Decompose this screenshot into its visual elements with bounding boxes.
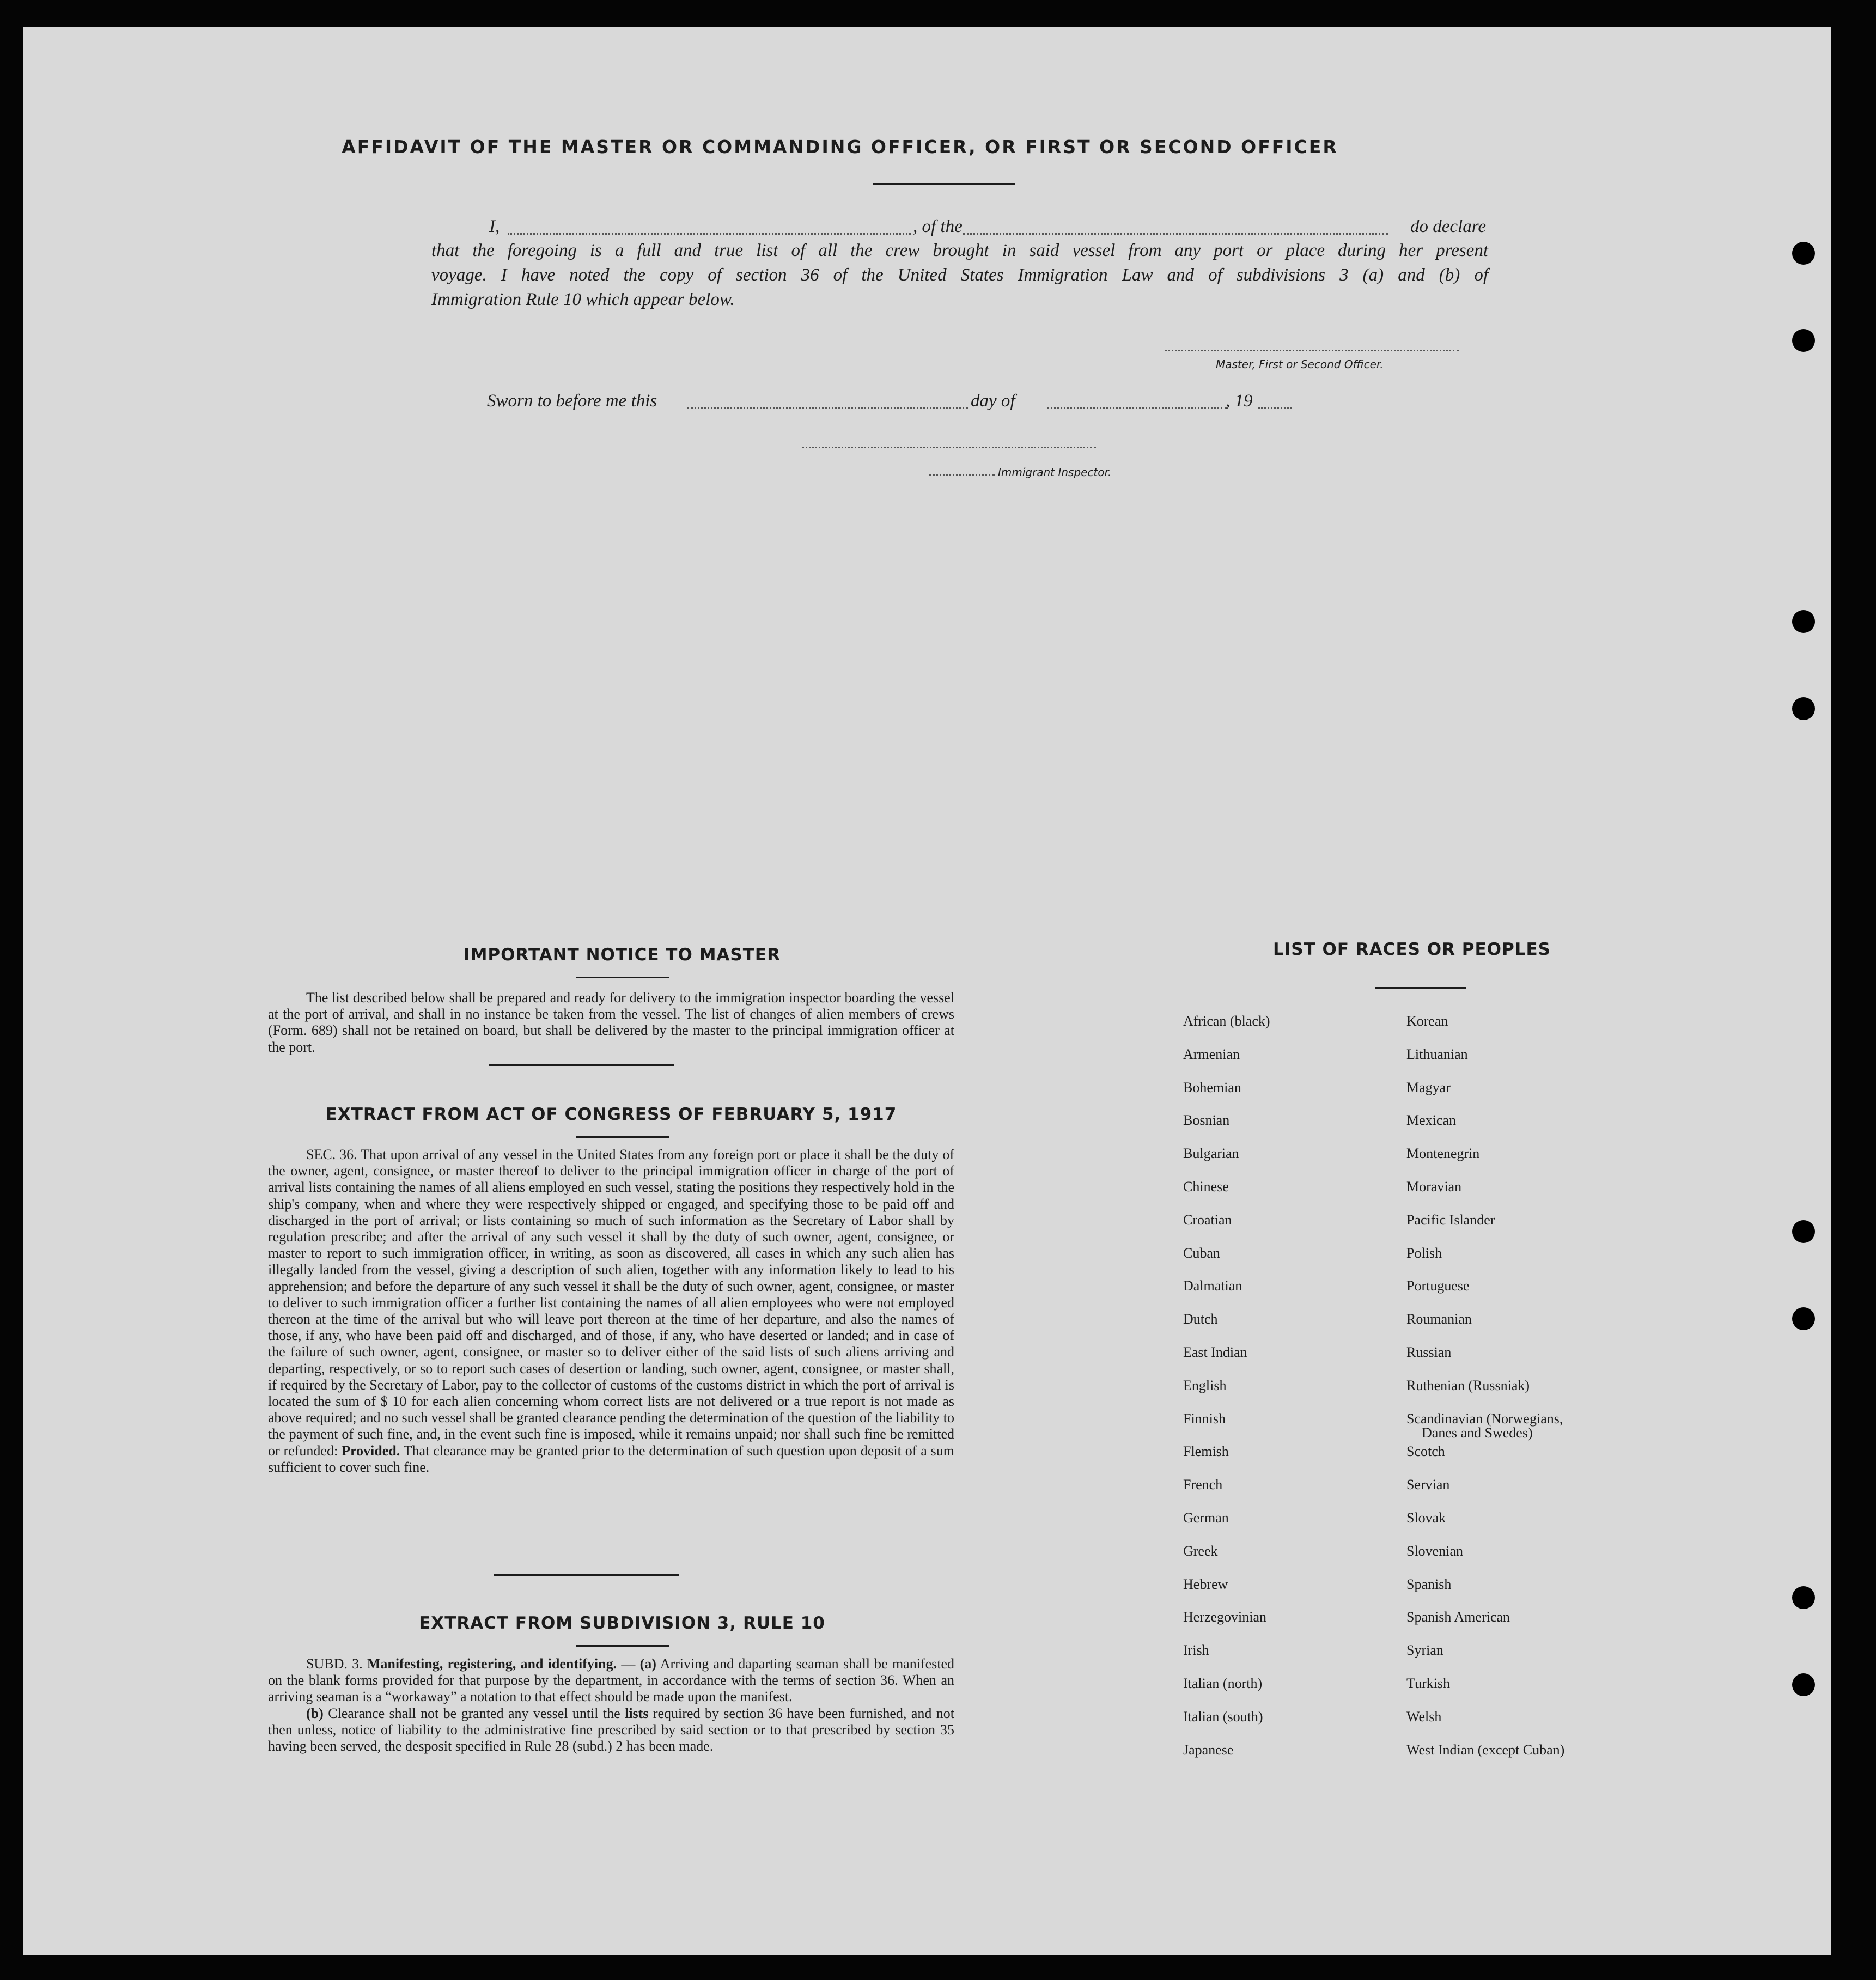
inspector-signature-line[interactable]: [802, 447, 1096, 448]
race-item: Dalmatian: [1183, 1278, 1242, 1294]
rule-title-rule: [576, 1645, 669, 1647]
race-item: Spanish: [1406, 1576, 1452, 1592]
punch-hole: [1792, 329, 1815, 352]
notice-end-rule: [489, 1064, 674, 1066]
punch-hole: [1792, 1586, 1815, 1609]
race-item: Bohemian: [1183, 1079, 1241, 1095]
notice-body: The list described below shall be prepared and ready for delivery to the immigration inspector boarding the vessel at the port of arrival, and shall in no instance be taken from the vessel. The list of changes of alien members of crews (Form. 689) shall not be retained on board, but shall be delivered by the master to the principal immigration officer at the port.: [268, 990, 954, 1055]
officer-signature-line[interactable]: [1165, 350, 1459, 351]
affidavit-i: I,: [489, 217, 500, 236]
race-item: Hebrew: [1183, 1576, 1228, 1592]
rule-b-label: (b): [306, 1705, 324, 1721]
act-body-main: SEC. 36. That upon arrival of any vessel in the United States from any foreign port or place it shall be the duty of the owner, agent, consignee, or master thereof to deliver to the principal immigration officer in charge of the port of arrival lists containing the names of all aliens employed en such vessel, stating the positions they respectively hold in the ship's company, when and where they were respectively shipped or engaged, and specifying those to be paid off and discharged in the port of arrival; or lists containing so much of such information as the Secretary of Labor shall by regulation prescribe; and after the arrival of any such vessel it shall by the duty of such owner, agent, consignee, or master to report to such immigration officer, in writing, as soon as discovered, all cases in which any such alien has illegally landed from the vessel, giving a description of such alien, together with any information likely to lead to his apprehension; and before the departure of any such vessel it shall be the duty of such owner, agent, consignee, or master to deliver to such immigration officer a further list containing the names of all alien employees who were not employed thereon at the time of the arrival but who will leave port thereon at the time of her departure, and also the names of those, if any, who have been paid off and discharged, and of those, if any, who have deserted or landed; and in case of the failure of such owner, agent, consignee, or master so to deliver either of the said lists of such aliens arriving and departing, respectively, or so to report such cases of desertion or landing, such owner, agent, consignee, or master shall, if required by the Secretary of Labor, pay to the collector of customs of the customs district in which the port of arrival is located the sum of $ 10 for each alien concerning whom correct lists are not delivered or a true report is not made as above required; and no such vessel shall be granted clearance pending the determination of the question of the liability to the payment of such fine, and, in the event such fine is imposed, while it remains unpaid; nor shall such fine be remitted or refunded:: [268, 1147, 954, 1459]
punch-hole: [1792, 1220, 1815, 1243]
document-page: [23, 27, 1831, 1955]
sworn-prefix: Sworn to before me this: [487, 391, 657, 411]
race-item: Chinese: [1183, 1179, 1229, 1195]
race-item: Greek: [1183, 1543, 1218, 1559]
race-item: Turkish: [1406, 1676, 1450, 1691]
race-item: Dutch: [1183, 1311, 1218, 1327]
race-item: Flemish: [1183, 1443, 1229, 1460]
race-item: Roumanian: [1406, 1311, 1472, 1327]
race-item: Slovak: [1406, 1510, 1446, 1526]
act-title: EXTRACT FROM ACT OF CONGRESS OF FEBRUARY 5, 1917: [325, 1105, 897, 1124]
sworn-day-of: day of: [971, 391, 1015, 411]
affidavit-title-rule: [873, 183, 1015, 185]
act-body: [268, 1147, 954, 1476]
race-item: Herzegovinian: [1183, 1609, 1267, 1625]
sworn-day-blank[interactable]: [687, 407, 968, 409]
act-end-rule: [494, 1574, 679, 1576]
rule-a-dash: —: [621, 1656, 636, 1672]
rule-a-prefix: SUBD. 3.: [306, 1656, 363, 1672]
race-item: Japanese: [1183, 1741, 1234, 1758]
race-item: West Indian (except Cuban): [1406, 1741, 1565, 1758]
race-item: Bosnian: [1183, 1112, 1230, 1129]
rule-a-text: Arriving and daparting seaman shall be manifested on the blank forms provided for that purpose by the department, in accordance with the terms of section 36. When an arriving seaman is a “workaway” a notation to that effect should be made upon the manifest.: [268, 1656, 955, 1705]
affidavit-line-4: Immigration Rule 10 which appear below.: [431, 290, 735, 309]
act-body-tail: That clearance may be granted prior to the determination of such question upon deposit of a sum sufficient to cover such fine.: [268, 1442, 955, 1475]
race-item: Magyar: [1406, 1079, 1451, 1095]
race-item: Finnish: [1183, 1410, 1226, 1427]
race-item: Polish: [1406, 1245, 1442, 1261]
notice-title: IMPORTANT NOTICE TO MASTER: [464, 945, 781, 965]
affidavit-do-declare: do declare: [1410, 217, 1486, 236]
rule-b-text1: Clearance shall not be granted any vessel until the: [328, 1705, 620, 1721]
inspector-caption: Immigrant Inspector.: [998, 466, 1112, 479]
race-item: Bulgarian: [1183, 1146, 1239, 1162]
punch-hole: [1792, 610, 1815, 633]
races-title-rule: [1375, 987, 1466, 989]
race-item: Irish: [1183, 1642, 1209, 1659]
affidavit-line-3: voyage. I have noted the copy of section 36 of the United States Immigration Law and of subdivisions 3 (a) and (b) of: [431, 265, 1488, 285]
act-body-provided: Provided.: [342, 1442, 400, 1459]
rule-b-text2: required by section 36 have been furnished, and not then unless, notice of liability to the administrative fine prescribed by said section or to that prescribed by section 35 having been served, the desposit specified in Rule 28 (subd.) 2 has been made.: [268, 1705, 954, 1754]
races-title: LIST OF RACES OR PEOPLES: [1272, 940, 1551, 959]
race-item: Pacific Islander: [1406, 1211, 1495, 1228]
name-blank[interactable]: [508, 233, 911, 235]
affidavit-line-2: that the foregoing is a full and true list of all the crew brought in said vessel from any port or place during her present: [431, 241, 1488, 260]
race-item-continuation: Danes and Swedes): [1422, 1424, 1533, 1441]
race-item: Ruthenian (Russniak): [1406, 1377, 1530, 1393]
rule-title: EXTRACT FROM SUBDIVISION 3, RULE 10: [419, 1613, 825, 1633]
race-item: Scotch: [1406, 1443, 1445, 1460]
race-item: Servian: [1406, 1477, 1450, 1493]
race-item: Croatian: [1183, 1211, 1232, 1228]
race-item: Montenegrin: [1406, 1146, 1480, 1162]
rule-b-lists: lists: [625, 1705, 649, 1721]
race-item: Portuguese: [1406, 1278, 1470, 1294]
punch-hole: [1792, 1307, 1815, 1330]
race-item: Mexican: [1406, 1112, 1456, 1129]
race-item: Cuban: [1183, 1245, 1220, 1261]
inspector-prefix-blank: [929, 474, 995, 476]
race-item: African (black): [1183, 1013, 1270, 1029]
sworn-month-blank[interactable]: [1047, 407, 1227, 409]
race-item: Scandinavian (Norwegians,: [1406, 1410, 1563, 1427]
race-item: Italian (north): [1183, 1676, 1263, 1691]
race-item: Italian (south): [1183, 1708, 1263, 1725]
race-item: Korean: [1406, 1013, 1448, 1029]
race-item: Welsh: [1406, 1708, 1442, 1725]
race-item: German: [1183, 1510, 1229, 1526]
race-item: Slovenian: [1406, 1543, 1463, 1559]
race-item: French: [1183, 1477, 1223, 1493]
sworn-year: , 19: [1226, 391, 1253, 411]
race-item: Lithuanian: [1406, 1046, 1468, 1062]
rule-body: [268, 1656, 954, 1754]
punch-hole: [1792, 697, 1815, 720]
rule-a-heading: Manifesting, registering, and identifying.: [367, 1656, 617, 1672]
race-item: Russian: [1406, 1344, 1452, 1360]
punch-hole: [1792, 242, 1815, 265]
punch-hole: [1792, 1673, 1815, 1696]
notice-title-rule: [576, 977, 669, 978]
race-item: Syrian: [1406, 1642, 1443, 1659]
race-item: Spanish American: [1406, 1609, 1510, 1625]
race-item: Armenian: [1183, 1046, 1240, 1062]
affidavit-of-the: , of the: [913, 217, 963, 236]
act-title-rule: [576, 1136, 669, 1138]
affidavit-title: AFFIDAVIT OF THE MASTER OR COMMANDING OFFICER, OR FIRST OR SECOND OFFICER: [342, 136, 1338, 157]
vessel-blank[interactable]: [963, 233, 1388, 235]
race-item: English: [1183, 1377, 1227, 1393]
race-item: East Indian: [1183, 1344, 1247, 1360]
sworn-year-blank[interactable]: [1258, 407, 1292, 409]
rule-a-label: (a): [639, 1656, 656, 1672]
officer-signature-caption: Master, First or Second Officer.: [1216, 358, 1384, 371]
race-item: Moravian: [1406, 1179, 1462, 1195]
